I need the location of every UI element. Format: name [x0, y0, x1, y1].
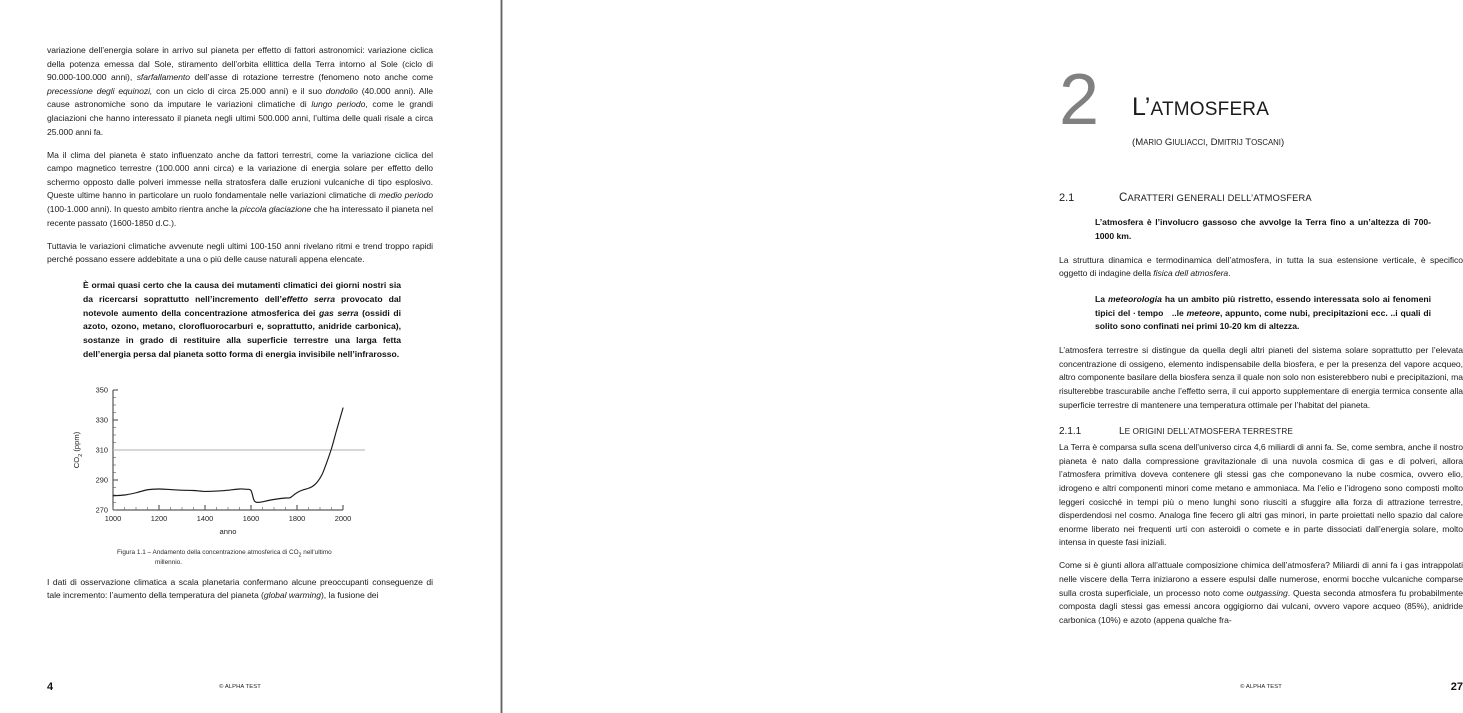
figure-caption-text: Andamento della concentrazione atmosferica di CO	[152, 548, 299, 556]
x-axis-label: anno	[219, 526, 237, 536]
right-page	[503, 0, 1463, 713]
chart-plot-area	[67, 382, 367, 542]
subsection-title-first: L	[1119, 426, 1125, 438]
figure-caption-line2: millennio.	[155, 559, 182, 567]
co2-line-chart	[67, 382, 367, 542]
author-3-rest: MITRIJ	[1217, 138, 1243, 147]
highlight-paragraph: È ormai quasi certo che la causa dei mutamenti climatici dei giorni nostri sia da ricercarsi soprattutto nell’incremento dell’effetto serra provocato dal notevole aumento della concentrazione atmosferica dei gas serra (ossidi di azoto, ozono, metano, clorofluorocarburi e, soprattutto, anidride carbonica), sostanze in grado di restituire alla superficie terrestre una larga fetta dell’energia persa dal pianeta sotto forma di energia invisibile nell’infrarosso.	[83, 279, 402, 359]
chapter-title-first: L’	[1132, 93, 1151, 121]
subsection-number: 2.1.1	[1059, 426, 1082, 438]
definition-quote-meteorologia: La meteorologia ha un ambito più ristretto, essendo interessata solo ai fenomeni tipici del · tempo ..le meteore, appunto, come nubi, precipitazioni ecc. ..i quali di solito sono confinati nei primi 10-20 km di altezza.	[1095, 293, 1431, 332]
author-1-rest: ARIO	[1143, 138, 1163, 147]
paragraph: Come si è giunti allora all’attuale composizione chimica dell’atmosfera? Miliardi di anni fa i gas intrappolati nelle viscere della Terra iniziarono a essere espulsi dalle numerose, enormi bocche vulcaniche comparse sulla crosta superficiale, un processo noto come outgassing. Questa seconda atmosfera fu probabilmente composta dagli stessi gas emessi ancora oggigiorno dai vulcani, ovvero vapore acqueo (85%), anidride carbonica (10%) e azoto (appena qualche fra-	[1059, 560, 1463, 625]
svg-text:CO2 (ppm): $CO_2$ (ppm)	[72, 431, 84, 468]
paragraph: La struttura dinamica e termodinamica dell’atmosfera, in tutta la sua estensione verticale, è specifico oggetto di indagine della fisica dell atmosfera.	[1059, 254, 1463, 279]
subsection-heading	[1059, 426, 1463, 437]
svg-text:290: 290	[95, 475, 108, 485]
right-page-footer	[1059, 681, 1463, 697]
section-number: 2.1	[1059, 192, 1075, 204]
author-4-rest: OSCANI	[1251, 138, 1281, 147]
definition-quote-atmosfera: L’atmosfera è l’involucro gassoso che avvolge la Terra fino a un’altezza di 700-1000 km.	[1095, 217, 1431, 241]
subsection-title	[1119, 426, 1293, 437]
section-title-rest: ARATTERI GENERALI DELL’ATMOSFERA	[1127, 193, 1312, 203]
paragraph: La Terra è comparsa sulla scena dell’universo circa 4,6 miliardi di anni fa. Se, come sembra, anche il nostro pianeta è nato dalla compressione gravitazionale di una nuvola cosmica di gas e di polveri, allora l’atmosfera primitiva doveva contenere gli stessi gas che componevano la nube cosmica, ovvero elio, idrogeno e altri componenti minori come metano e ammoniaca. Ma l’elio e l’idrogeno sono composti molto leggeri cosicché in tempi più o meno lunghi sono riusciti a sfuggire alla forza di attrazione terrestre, disperdendosi nel cosmo. Analoga fine fecero gli altri gas minori, in parte proiettati nello spazio dal calore enorme liberato nei frequenti urti con asteroidi o comete e in parte dissociati dall’energia solare, molto intensa in queste fasi iniziali.	[1059, 442, 1463, 548]
paragraph: L’atmosfera terrestre si distingue da quella degli altri pianeti del sistema solare soprattutto per l’elevata concentrazione di ossigeno, elemento indispensabile della biosfera, e per la presenza del vapore acqueo, altro componente basilare della biosfera senza il quale non solo non esisterebbero nubi e precipitazioni, ma risulterebbe trascurabile anche l’effetto serra, il cui apporto supplementare di energia termica consente alla superficie terrestre di mantenere una temperatura ottimale per l’habitat del pianeta.	[1059, 345, 1463, 410]
paragraph: variazione dell’energia solare in arrivo sul pianeta per effetto di fattori astronomici: variazione ciclica della potenza emessa dal Sole, stiramento dell’orbita ellittica della Terra intorno al Sole (ciclo di 90.000-100.000 anni), sfarfallamento dell’asse di rotazione terrestre (fenomeno noto anche come precessione degli equinozi, con un ciclo di circa 25.000 anni) e il suo dondolio (40.000 anni). Alle cause astronomiche sono da imputare le variazioni climatiche di lungo periodo, come le grandi glaciazioni che hanno interessato il pianeta negli ultimi 500.000 anni, l’ultima delle quali risale a circa 25.000 anni fa.	[47, 45, 433, 137]
figure-caption-label: Figura 1.1 –	[117, 548, 152, 556]
page-number-right: 27	[1450, 681, 1463, 693]
paragraph: Tuttavia le variazioni climatiche avvenute negli ultimi 100-150 anni rivelano ritmi e trend troppo rapidi perché possano essere addebitate a una o più delle cause naturali appena elencate.	[47, 240, 433, 265]
figure-co2-chart	[47, 382, 433, 568]
right-page-content	[1059, 44, 1463, 627]
svg-text:1800: 1800	[288, 513, 306, 523]
figure-caption-subscript: 2	[298, 551, 302, 558]
left-page	[0, 0, 500, 713]
page-number-left: 4	[47, 681, 54, 693]
authors-open: (M	[1132, 137, 1144, 148]
copyright-left: © ALPHA TEST	[219, 684, 261, 690]
svg-text:1200: 1200	[150, 513, 168, 523]
left-page-content	[47, 44, 433, 603]
svg-text:330: 330	[95, 415, 108, 425]
svg-text:270: 270	[95, 505, 108, 515]
chapter-number: 2	[1059, 60, 1100, 140]
svg-text:1000: 1000	[104, 513, 122, 523]
section-title	[1119, 192, 1312, 204]
paragraph: Ma il clima del pianeta è stato influenzato anche da fattori terrestri, come la variazione ciclica del campo magnetico terrestre (100.000 anni circa) e la variazione di energia solare per effetto dello schermo opposto dalle polveri immesse nella stratosfera dalle eruzioni vulcaniche di tipo esplosivo. Queste ultime hanno in particolare un ruolo fondamentale nelle variazioni climatiche di medio periodo (100-1.000 anni). In questo ambito rientra anche la piccola glaciazione che ha interessato il pianeta nel recente passato (1600-1850 d.C.).	[47, 149, 434, 228]
copyright-right: © ALPHA TEST	[1240, 684, 1282, 690]
svg-text:350: 350	[95, 385, 108, 395]
section-title-first: C	[1119, 192, 1128, 204]
closing-paragraph: I dati di osservazione climatica a scala planetaria confermano alcune preoccupanti conseguenze di tale incremento: l’aumento della temperatura del pianeta (global warming), la fusione dei	[47, 576, 433, 601]
authors-close: )	[1280, 137, 1285, 148]
svg-text:310: 310	[95, 445, 108, 455]
section-heading	[1059, 192, 1463, 204]
author-2-cap: G	[1162, 137, 1173, 148]
svg-text:2000: 2000	[334, 513, 352, 523]
chapter-title	[1132, 94, 1269, 123]
chapter-header	[1059, 60, 1463, 174]
chapter-authors	[1132, 137, 1284, 148]
y-axis-label	[72, 431, 84, 468]
co2-series-line	[113, 408, 343, 502]
svg-text:1600: 1600	[242, 513, 260, 523]
author-3-cap: , D	[1205, 137, 1218, 148]
chapter-title-rest: ATMOSFERA	[1150, 99, 1270, 120]
author-2-rest: IULIACCI	[1172, 138, 1206, 147]
figure-caption	[117, 549, 367, 568]
subsection-title-rest: E ORIGINI DELL’ATMOSFERA TERRESTRE	[1124, 427, 1293, 437]
figure-caption-tail: nell’ultimo	[301, 548, 332, 556]
svg-text:1400: 1400	[196, 513, 214, 523]
left-page-footer	[47, 681, 433, 697]
author-4-cap: T	[1242, 137, 1252, 148]
